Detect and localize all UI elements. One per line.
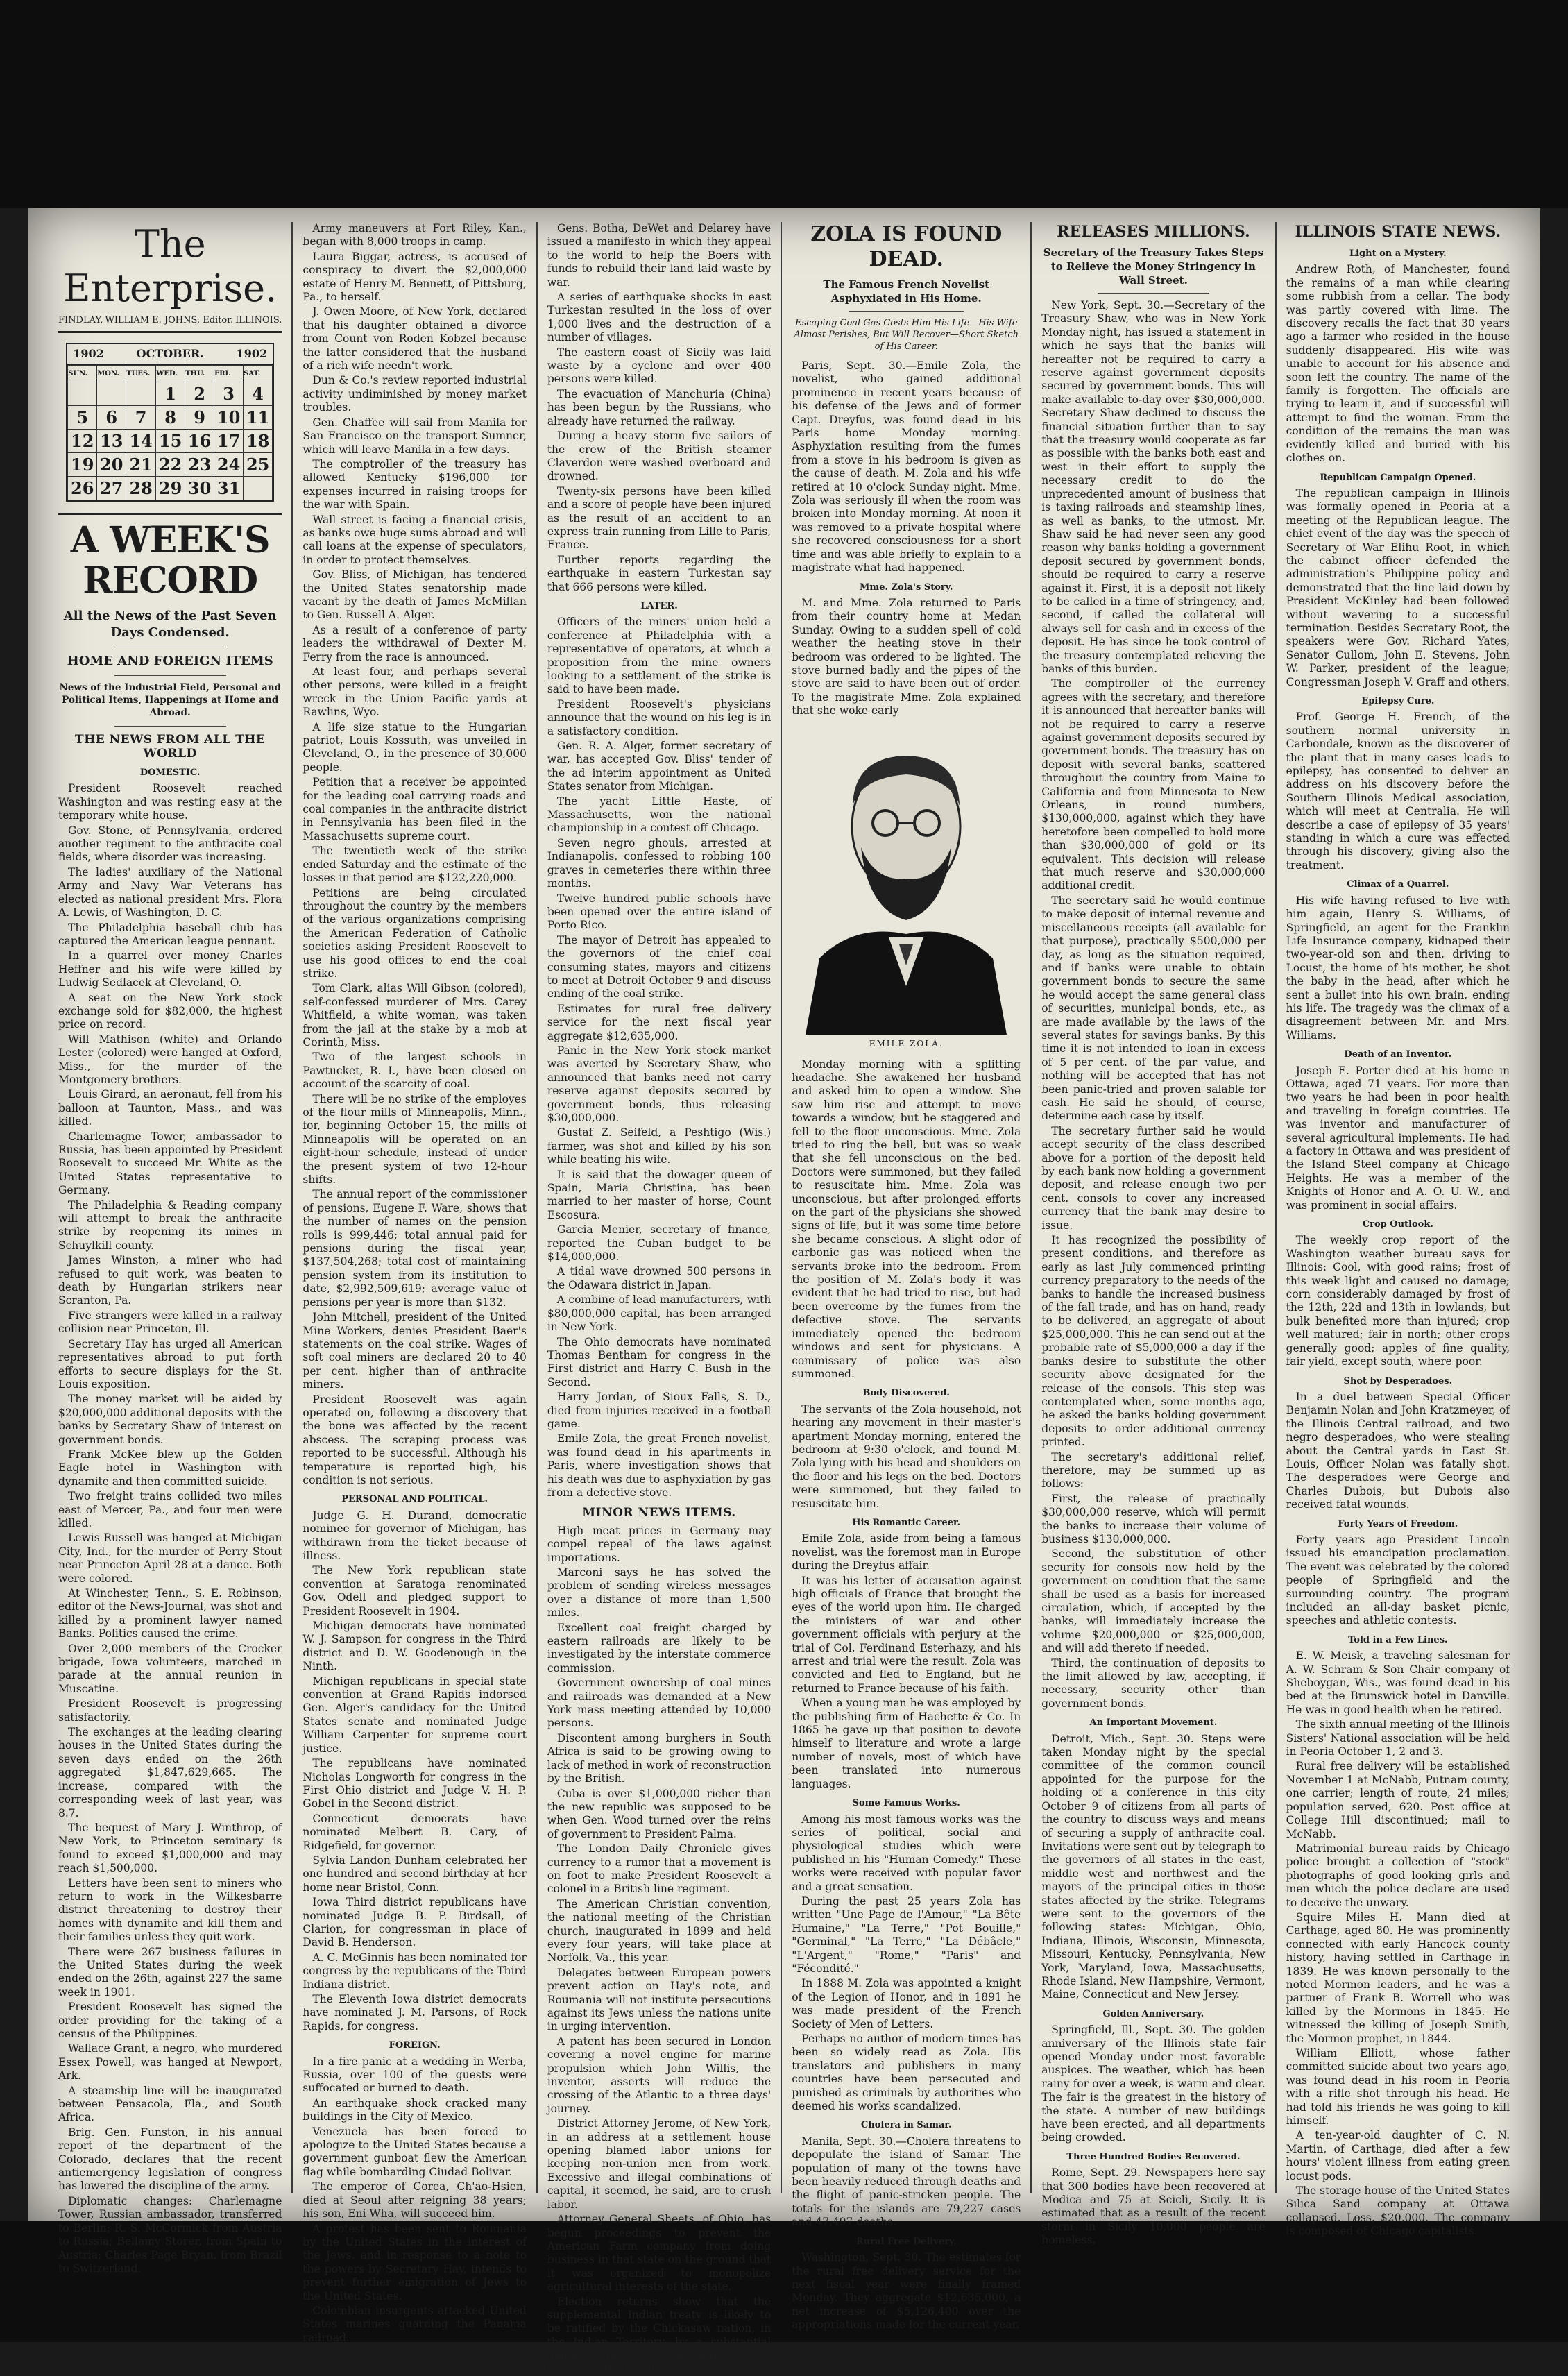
news-paragraph: Election returns show that the supplemental Indian treaty is likely to be ratified by the Chickasaw nation, in the Indian Territory, by a substantial majority. The purpose of the treaty is to terminate the tribal government. [547, 2295, 772, 2375]
news-paragraph: Marconi says he has solved the problem of sending wireless messages over a distance of more than 1,500 miles. [547, 1566, 772, 1620]
calendar-date: 10 [214, 406, 244, 430]
col3-articles-minor [547, 1525, 771, 2376]
calendar-date: 28 [126, 477, 156, 500]
news-paragraph: Attorney General Sheets, of Ohio, has begun proceedings to prevent the American Farm company from doing business in that state on the ground that it was organized to monopolize agricultural interests of the state. [547, 2213, 772, 2293]
news-paragraph: High meat prices in Germany may compel repeal of the laws against importations. [547, 1524, 772, 1564]
column-3 [538, 222, 782, 2375]
col3-head-minor: MINOR NEWS ITEMS. [582, 1506, 736, 1520]
news-paragraph: President Roosevelt is progressing satisfactorily. [58, 1697, 282, 1724]
zola-portrait-engraving [792, 736, 1021, 1035]
news-paragraph: Emile Zola, aside from being a famous novelist, was the foremost man in Europe during the Dreyfus affair. [792, 1532, 1021, 1572]
calendar-date: 16 [185, 430, 214, 453]
news-paragraph: Colombian insurgents attacked United States marines guarding the Panama railroad. [302, 2304, 527, 2344]
calendar-week [68, 430, 273, 453]
news-paragraph: In 1888 M. Zola was appointed a knight of the Legion of Honor, and in 1891 he was made president of the French Society of Men of Letters. [792, 1977, 1021, 2030]
news-paragraph: The ladies' auxiliary of the National Army and Navy War Veterans has elected as national president Mrs. Flora A. Lewis, of Washington, D. C. [58, 865, 282, 919]
news-paragraph: The storage house of the United States Silica Sand company at Ottawa collapsed. Loss, $20,000. The company is composed of Chicago capitalists. [1286, 2184, 1510, 2238]
news-paragraph: At Winchester, Tenn., S. E. Robinson, editor of the News-Journal, was shot and killed by a prominent lawyer named Banks. Politics caused the crime. [58, 1587, 282, 1640]
col2-articles-foreign [302, 2055, 526, 2345]
masthead-state: ILLINOIS. [235, 315, 282, 325]
calendar-month: OCTOBER. [136, 347, 204, 361]
col4-articles-works [792, 1813, 1021, 2114]
column-5 [1032, 222, 1276, 2247]
news-paragraph: An earthquake shock cracked many buildings in the City of Mexico. [302, 2096, 527, 2123]
news-paragraph: J. Owen Moore, of New York, declared that his daughter obtained a divorce from Count von Roden Kobzel because the latter considered that the husband of a rich wife needn't work. [302, 305, 527, 373]
calendar-day-name: THU. [185, 365, 214, 382]
col6-section-head: Death of an Inventor. [1344, 1049, 1452, 1060]
col4-articles-delivery [792, 2251, 1021, 2332]
news-paragraph: Wall street is facing a financial crisis, as banks owe huge sums abroad and will call loans at the expense of speculators, in order to protect themselves. [302, 513, 527, 566]
news-paragraph: In a quarrel over money Charles Heffner and his wife were killed by Ludwig Sedlacek at Cleveland, O. [58, 949, 282, 990]
calendar-date: 17 [214, 430, 244, 453]
col4-deck: The Famous French Novelist Asphyxiated in His Home. [823, 278, 989, 305]
news-paragraph: The emperor of Corea, Ch'ao-Hsien, died at Seoul after reigning 38 years; his son, Eni Wha, will succeed him. [302, 2180, 527, 2221]
news-paragraph: Venezuela has been forced to apologize to the United States because a government gunboat flew the American flag while bombarding Ciudad Bolivar. [302, 2125, 527, 2178]
news-paragraph: President Roosevelt was again operated on, following a discovery that the bone was affected by the recent abscess. The scraping process was reported to be successful. Although his temperature is reported high, his condition is not serious. [302, 1393, 527, 1486]
zola-portrait [792, 725, 1021, 1051]
portrait-caption: EMILE ZOLA. [869, 1039, 944, 1049]
news-paragraph: A patent has been secured in London covering a novel engine for marine propulsion which John Willis, the inventor, asserts will reduce the crossing of the Atlantic to a three days' journey. [547, 2035, 772, 2115]
news-paragraph: It was his letter of accusation against high officials of France that brought the eyes of the world upon him. He charged the ministers of war and other government officials with perjury at the trial of Col. Ferdinand Esterhazy, and his arrest and trial were the result. Zola was convicted and fled to England, but he returned to France because of his faith. [792, 1574, 1021, 1695]
col4-sub-story: Mme. Zola's Story. [860, 582, 953, 593]
divider [849, 311, 964, 312]
news-paragraph: Squire Miles H. Mann died at Carthage, aged 80. He was prominently connected with early Hancock county history, having settled in Carthage in 1839. He was known personally to the noted Mormon leaders, and he was a partner of Frank B. Worrell who was killed by the Mormons in 1845. He witnessed the killing of Joseph Smith, the Mormon prophet, in 1844. [1286, 1910, 1510, 2045]
news-paragraph: The Eleventh Iowa district democrats have nominated J. M. Parsons, of Rock Rapids, for congress. [302, 1993, 527, 2033]
news-paragraph: Brig. Gen. Funston, in his annual report of the department of the Colorado, declares that the recent antiemergency legislation of congress has lowered the discipline of the army. [58, 2125, 282, 2193]
news-paragraph: Connecticut democrats have nominated Melbert B. Cary, of Ridgefield, for governor. [302, 1812, 527, 1852]
calendar-day-name: SAT. [244, 365, 273, 382]
news-paragraph: The sixth annual meeting of the Illinois Sisters' National association will be held in Peoria October 1, 2 and 3. [1286, 1718, 1510, 1758]
news-paragraph: The Philadelphia baseball club has captured the American league pennant. [58, 921, 282, 947]
news-paragraph: Frank McKee blew up the Golden Eagle hotel in Washington with dynamite and then committed suicide. [58, 1448, 282, 1488]
news-paragraph: Five strangers were killed in a railway collision near Princeton, Ill. [58, 1309, 282, 1336]
col2-head-foreign: FOREIGN. [389, 2040, 441, 2051]
news-paragraph: The yacht Little Haste, of Massachusetts, won the national championship in a contest off Chicago. [547, 795, 772, 835]
news-paragraph: Secretary Hay has urged all American representatives abroad to put forth efforts to secure displays for the St. Louis exposition. [58, 1337, 282, 1391]
col4-articles [792, 359, 1021, 575]
news-paragraph: A seat on the New York stock exchange sold for $82,000, the highest price on record. [58, 991, 282, 1031]
calendar-day-names [68, 365, 273, 382]
news-paragraph: Detroit, Mich., Sept. 30. Steps were taken Monday night by the special committee of the common council appointed for the purpose for the holding of a conference in this city October 9 of citizens from all parts of the country to discuss ways and means of securing a supply of anthracite coal. Invitations were sent out by telegraph to the governors of all states in the east, middle west and northwest and the mayors of the principal cities in those states affected by the strike. Telegrams were sent to the governors of the following states: Michigan, Ohio, Indiana, Illinois, Wisconsin, Minnesota, Missouri, Kentucky, Pennsylvania, New York, Maryland, Iowa, Massachusetts, Rhode Island, New Hampshire, Vermont, Maine, Connecticut and New Jersey. [1041, 1732, 1266, 2001]
col5-sub-anniversary: Golden Anniversary. [1102, 2008, 1204, 2019]
news-paragraph: A tidal wave drowned 500 persons in the Odawara district in Japan. [547, 1265, 772, 1291]
calendar-day-name: SUN. [68, 365, 97, 382]
news-paragraph: Two freight trains collided two miles east of Mercer, Pa., and four men were killed. [58, 1490, 282, 1529]
news-paragraph: New York, Sept. 30.—Secretary of the Treasury Shaw, who was in New York Monday night, has issued a statement in which he says that the banks will hereafter not be required to carry a reserve against government deposits secured by government bonds. This will make available to-day over $30,000,000. Secretary Shaw declined to discuss the financial situation further than to say that the treasury would cooperate as far as possible with the banks both east and west in their effort to supply the necessary credit to do the unprecedented amount of business that is taxing railroads and steamship lines, as well as banks, to the utmost. Mr. Shaw said he had never seen any good reason why banks holding a government deposit secured by government bonds, should be required to carry a reserve against it. First, it is a deposit not likely to be called in a time of stringency, and, second, if called the collateral will always sell for cash and in excess of the deposit. He has since he took control of the treasury contemplated relieving the banks of this burden. [1041, 299, 1266, 675]
news-paragraph: The money market will be aided by $20,000,000 additional deposits with the banks by Secretary Shaw of interest on government bonds. [58, 1393, 282, 1446]
news-paragraph: John Mitchell, president of the United Mine Workers, denies President Baer's statements on the coal strike. Wages of soft coal miners are declared 20 to 40 per cent. higher than of anthracite miners. [302, 1311, 527, 1391]
news-paragraph: A steamship line will be inaugurated between Pensacola, Fla., and South Africa. [58, 2084, 282, 2124]
news-paragraph: A ten-year-old daughter of C. N. Martin, of Carthage, died after a few hours' violent illness from eating green locust pods. [1286, 2129, 1510, 2182]
news-paragraph: Louis Girard, an aeronaut, fell from his balloon at Taunton, Mass., and was killed. [58, 1088, 282, 1128]
col3-head-later: LATER. [640, 600, 678, 611]
calendar-date: 7 [126, 406, 156, 430]
col5-articles-anniversary [1041, 2023, 1265, 2145]
calendar-week [68, 406, 273, 430]
news-paragraph: District Attorney Jerome, of New York, in an address at a settlement house opening blamed labor unions for keeping non-union men from work. Excessive and illegal combinations of capital, it seemed, he said, are to crush labor. [547, 2117, 772, 2211]
news-paragraph: Gov. Bliss, of Michigan, has tendered the United States senatorship made vacant by the death of James McMillan to Gen. Russell A. Alger. [302, 568, 527, 622]
news-paragraph: Further reports regarding the earthquake in eastern Turkestan say that 666 persons were killed. [547, 553, 772, 593]
newspaper-page [28, 208, 1540, 2375]
masthead-title: The Enterprise. [63, 222, 278, 310]
news-paragraph: The eastern coast of Sicily was laid waste by a cyclone and over 400 persons were killed. [547, 346, 772, 386]
news-paragraph: Harry Jordan, of Sioux Falls, S. D., died from injuries received in a football game. [547, 1391, 772, 1430]
col6-section-head: Climax of a Quarrel. [1347, 879, 1449, 890]
news-paragraph: Cuba is over $1,000,000 richer than the new republic was supposed to be when Gen. Wood turned over the reins of government to President Palma. [547, 1787, 772, 1840]
calendar-date: 15 [156, 430, 185, 453]
column-1 [49, 222, 293, 2275]
calendar-week [68, 453, 273, 477]
col6-title: ILLINOIS STATE NEWS. [1295, 223, 1501, 241]
calendar-date: 19 [68, 453, 97, 477]
col6-section-head: Crop Outlook. [1362, 1219, 1433, 1230]
news-paragraph: The comptroller of the currency agrees with the secretary, and therefore it is announced that hereafter banks will not be required to carry a reserve against government deposits secured by government bonds. The treasury has on deposit with several banks, scattered throughout the country from Maine to California and from Minnesota to New Orleans, in round numbers, $130,000,000, against which they have heretofore been compelled to hold more than $30,000,000 of gold or its equivalent. This decision will release that much reserve and $30,000,000 additional credit. [1041, 677, 1266, 892]
news-paragraph: A protest has been sent to Roumania by the United States in the interest of the Jews, and in response to a note to the powers by Secretary Hay, intends to prevent further emigration of Jews to the United States. [302, 2222, 527, 2302]
col4-articles-career [792, 1532, 1021, 1791]
news-paragraph: President Roosevelt has signed the order providing for the taking of a census of the Philippines. [58, 2001, 282, 2040]
news-paragraph: There were 267 business failures in the United States during the week ended on the 26th, against 227 the same week in 1901. [58, 1945, 282, 1999]
news-paragraph: A combine of lead manufacturers, with $80,000,000 capital, has been arranged in New York. [547, 1293, 772, 1334]
news-paragraph: The evacuation of Manchuria (China) has been begun by the Russians, who already have returned the railway. [547, 387, 772, 427]
news-paragraph: Judge G. H. Durand, democratic nominee for governor of Michigan, has withdrawn from the ticket because of illness. [302, 1509, 527, 1562]
col1-deck3: News of the Industrial Field, Personal and Political Items, Happenings at Home and Abroad. [59, 682, 281, 719]
news-paragraph: Dun & Co.'s review reported industrial activity undiminished by money market troubles. [302, 374, 527, 414]
news-paragraph: Third, the continuation of deposits to the limit allowed by law, accepting, if necessary, security other than government bonds. [1041, 1656, 1266, 1710]
news-paragraph: Gen. R. A. Alger, former secretary of war, has accepted Gov. Bliss' tender of the ad interim appointment as United States senator from Michigan. [547, 740, 772, 793]
news-paragraph: Gens. Botha, DeWet and Delarey have issued a manifesto in which they appeal to the world to help the Boers with funds to rebuild their land laid waste by war. [547, 222, 772, 289]
news-paragraph: Twenty-six persons have been killed and a score of people have been injured as the result of an accident to an express train running from Lille to Paris, France. [547, 484, 772, 552]
news-paragraph: Delegates between European powers prevent action on Hay's note, and Roumania will not institute persecutions against its Jews unless the nations unite in urging intervention. [547, 1966, 772, 2033]
news-paragraph: Garcia Menier, secretary of finance, reported the Cuban budget to be $14,000,000. [547, 1223, 772, 1264]
calendar-year-left: 1902 [73, 347, 104, 361]
divider [114, 726, 226, 727]
news-paragraph: Army maneuvers at Fort Riley, Kan., began with 8,000 troops in camp. [302, 222, 527, 248]
col6-sections [1286, 247, 1510, 2239]
news-paragraph: Charlemagne Tower, ambassador to Russia, has been appointed by President Roosevelt to succeed Mr. White as the United States representative to Germany. [58, 1130, 282, 1197]
news-paragraph: A life size statue to the Hungarian patriot, Louis Kossuth, was unveiled in Cleveland, O., in the presence of 30,000 people. [302, 720, 527, 774]
news-paragraph: The republicans have nominated Nicholas Longworth for congress in the First Ohio district and Judge V. H. P. Gobel in the Second district. [302, 1757, 527, 1810]
news-paragraph: Letters have been sent to miners who return to work in the Wilkesbarre district threatening to destroy their homes with dynamite and kill them and their families unless they quit work. [58, 1876, 282, 1944]
news-paragraph: His wife having refused to live with him again, Henry S. Williams, of Springfield, an agent for the Franklin Life Insurance company, kidnaped their two-year-old son and then, driving to Locust, the home of his mother, he shot the baby in the head, after which he sent a bullet into his own brain, ending his life. The tragedy was the climax of a disagreement between Mr. and Mrs. Williams. [1286, 894, 1510, 1042]
col3-articles [547, 222, 771, 594]
col6-section-head: Light on a Mystery. [1349, 248, 1447, 259]
news-paragraph: Laura Biggar, actress, is accused of conspiracy to divert the $2,000,000 estate of Henry M. Bennett, of Pittsburg, Pa., to herself. [302, 250, 527, 304]
news-paragraph: The secretary's additional relief, therefore, may be summed up as follows: [1041, 1450, 1266, 1491]
news-paragraph: Among his most famous works was the series of political, social and physiological studies which were published in his "Human Comedy." These works were received with popular favor and a great sensation. [792, 1813, 1021, 1893]
col2-head-personal: PERSONAL AND POLITICAL. [341, 1494, 488, 1505]
news-paragraph: Gov. Stone, of Pennsylvania, ordered another regiment to the anthracite coal fields, where disorder was increasing. [58, 824, 282, 864]
calendar-date: 20 [97, 453, 126, 477]
news-paragraph: Petitions are being circulated throughout the country by the members of the various organizations comprising the American Federation of Catholic societies asking President Roosevelt to use his good offices to end the coal strike. [302, 886, 527, 980]
news-paragraph: Second, the substitution of other security for consols now held by the government on condition that the same shall be used as a basis for increased circulation, which, if accepted by the banks, will immediately increase the volume $20,000,000 or $25,000,000, and will add thereto if needed. [1041, 1547, 1266, 1655]
column-6 [1277, 222, 1519, 2238]
col4-articles-cholera [792, 2135, 1021, 2230]
col4-sub-career: His Romantic Career. [852, 1517, 961, 1528]
news-paragraph: The London Daily Chronicle gives currency to a rumor that a movement is on foot to make President Roosevelt a colonel in a British line regiment. [547, 1842, 772, 1896]
calendar-date: 3 [214, 382, 244, 406]
calendar-week [68, 382, 273, 406]
news-paragraph: The secretary said he would continue to make deposit of internal revenue and miscellaneous receipts (all available for that purpose), practically $500,000 per day, as long as the situation required, and if banks were unable to obtain government bonds to secure the same he would accept the same general class of securities, municipal bonds, etc., as are made available by the laws of the several states for savings banks. By this time it is not intended to loan in excess of 5 per cent. of the par value, and nothing will be accepted that has not been panic-tried and proven salable for cash. He said he should, of course, determine each case by itself. [1041, 894, 1266, 1123]
news-paragraph: The New York republican state convention at Saratoga renominated Gov. Odell and pledged support to President Roosevelt in 1904. [302, 1564, 527, 1618]
news-paragraph: Over 2,000 members of the Crocker brigade, Iowa volunteers, marched in parade at the annual reunion in Muscatine. [58, 1642, 282, 1695]
news-paragraph: Gustaf Z. Seifeld, a Peshtigo (Wis.) farmer, was shot and killed by his son while beating his wife. [547, 1126, 772, 1166]
news-paragraph: The Ohio democrats have nominated Thomas Bentham for congress in the First district and Harry C. Bush in the Second. [547, 1335, 772, 1389]
news-paragraph: Seven negro ghouls, arrested at Indianapolis, confessed to robbing 100 graves in cemeteries there within three months. [547, 836, 772, 890]
calendar-date: 13 [97, 430, 126, 453]
news-paragraph: A series of earthquake shocks in east Turkestan resulted in the loss of over 1,000 lives and the destruction of a number of villages. [547, 291, 772, 344]
news-paragraph: Michigan democrats have nominated W. J. Sampson for congress in the Third district and D. W. Goodenough in the Ninth. [302, 1620, 527, 1673]
news-paragraph: Monday morning with a splitting headache. She awakened her husband and asked him to open a window. She saw him rise and attempt to move towards a window, but he staggered and fell to the floor unconscious. Mme. Zola tried to ring the bell, but was so weak that she fell unconscious on the bed. Doctors were summoned, but they failed to resuscitate him. Mme. Zola was unconscious, but after prolonged efforts on the part of the physicians she showed signs of life, but it was some time before she became conscious. A slight odor of carbonic gas was noticed when the servants broke into the bedroom. From the position of M. Zola's body it was evident that he had tried to rise, but had been overcome by the fumes from the defective stove. The servants immediately opened the bedroom windows and sent for physicians. A commissary of police was also summoned. [792, 1058, 1021, 1380]
col2-articles-personal [302, 1509, 526, 2033]
col6-section-head: Epilepsy Cure. [1361, 696, 1435, 706]
calendar-weeks [68, 382, 273, 500]
news-paragraph: Iowa Third district republicans have nominated Judge B. P. Birdsall, of Clarion, for congressman in place of David B. Henderson. [302, 1896, 527, 1949]
calendar-date: 31 [214, 477, 244, 500]
news-paragraph: A. C. McGinnis has been nominated for congress by the republicans of the Third Indiana district. [302, 1951, 527, 1991]
calendar-date: 4 [244, 382, 273, 406]
calendar-date: 21 [126, 453, 156, 477]
col5-sub-movement: An Important Movement. [1089, 1717, 1218, 1729]
col4-sub-delivery: Rural Free Delivery. [855, 2236, 957, 2247]
col4-sub-works: Some Famous Works. [852, 1798, 960, 1809]
calendar-date: 8 [156, 406, 185, 430]
news-paragraph: Rome, Sept. 29. Newspapers here say that 300 bodies have been recovered at Modica and 75 at Scicli, Sicily. It is estimated that as a result of the recent storm in Sicily 10,000 people are homeless. [1041, 2166, 1266, 2247]
news-paragraph: In a fire panic at a wedding in Werba, Russia, over 100 of the guests were suffocated or burned to death. [302, 2055, 527, 2095]
news-paragraph: As a result of a conference of party leaders the withdrawal of Dexter M. Ferry from the race is announced. [302, 623, 527, 663]
news-paragraph: Gen. Chaffee will sail from Manila for San Francisco on the transport Sumner, which will leave Manila in a few days. [302, 416, 527, 456]
calendar-date [68, 382, 97, 406]
column-layout [49, 222, 1519, 2375]
news-paragraph: Manila, Sept. 30.—Cholera threatens to depopulate the island of Samar. The population of many of the towns have been heavily reduced through deaths and the flight of panic-stricken people. The totals for the islands are 79,227 cases and 47,497 deaths. [792, 2135, 1021, 2229]
col3-articles-later [547, 616, 771, 1500]
calendar-day-name: MON. [97, 365, 126, 382]
calendar-date: 9 [185, 406, 214, 430]
col4-articles-body [792, 1403, 1021, 1511]
calendar-week [68, 477, 273, 500]
column-4 [782, 222, 1032, 2332]
masthead-city: FINDLAY, [58, 315, 103, 325]
calendar-date: 22 [156, 453, 185, 477]
col5-articles [1041, 299, 1265, 1711]
calendar-date [97, 382, 126, 406]
calendar [66, 343, 274, 502]
news-paragraph: Matrimonial bureau raids by Chicago police brought a collection of "stock" photographs of good looking girls and men which the police declare are used to deceive the unwary. [1286, 1842, 1510, 1909]
col1-deck1: All the News of the Past Seven Days Condensed. [63, 609, 277, 640]
calendar-date [126, 382, 156, 406]
news-paragraph: Panic in the New York stock market was averted by Secretary Shaw, who announced that banks need not carry reserve against deposits secured by government bonds, thus releasing $30,000,000. [547, 1044, 772, 1124]
news-paragraph: There will be no strike of the employes of the flour mills of Minneapolis, Minn., for, beginning October 15, the mills of Minneapolis will be operated on an eight-hour schedule, instead of under the present system of two 12-hour shifts. [302, 1092, 527, 1187]
news-paragraph: Perhaps no author of modern times has been so widely read as Zola. His translators and publishers in many countries have been persecuted and punished as criminals by authorities who deemed his works scandalized. [792, 2033, 1021, 2113]
calendar-date: 24 [214, 453, 244, 477]
calendar-date: 30 [185, 477, 214, 500]
col4-sub-cholera: Cholera in Samar. [860, 2120, 952, 2131]
col1-section-head: THE NEWS FROM ALL THE WORLD [75, 733, 266, 761]
calendar-date: 11 [244, 406, 273, 430]
news-paragraph: President Roosevelt reached Washington and was resting easy at the temporary white house. [58, 782, 282, 822]
calendar-date: 27 [97, 477, 126, 500]
calendar-date: 2 [185, 382, 214, 406]
calendar-date: 26 [68, 477, 97, 500]
news-paragraph: When a young man he was employed by the publishing firm of Hachette & Co. In 1865 he gave up that position to devote himself to literature and wrote a large number of novels, most of which have been translated into numerous languages. [792, 1697, 1021, 1790]
news-paragraph: The American Christian convention, the national meeting of the Christian church, inaugurated in 1899 and held every four years, will take place at Norfolk, Va., this year. [547, 1897, 772, 1965]
calendar-day-name: FRI. [214, 365, 244, 382]
divider [1098, 293, 1209, 294]
news-paragraph: Prof. George H. French, of the southern normal university in Carbondale, known as the discoverer of the plant that in many cases leads to epilepsy, has consented to deliver an address on his discovery before the Southern Illinois Medical association, which will meet at Centralia. He will describe a case of epilepsy of 35 years' standing in which a cure was effected through his discovery, giving also the treatment. [1286, 711, 1510, 872]
news-paragraph: Estimates for rural free delivery service for the next fiscal year aggregate $12,635,000. [547, 1002, 772, 1042]
news-paragraph: The Philadelphia & Reading company will attempt to break the anthracite strike by reopening its mines in Schuylkill county. [58, 1198, 282, 1252]
calendar-day-name: WED. [156, 365, 185, 382]
news-paragraph: The comptroller of the treasury has allowed Kentucky $196,000 for expenses incurred in raising troops for the war with Spain. [302, 457, 527, 511]
calendar-year-right: 1902 [236, 347, 268, 361]
calendar-date: 1 [156, 382, 185, 406]
news-paragraph: The servants of the Zola household, not hearing any movement in their master's apartment Monday morning, entered the bedroom at 9:30 o'clock, and found M. Zola lying with his head and shoulders on the floor and his legs on the bed. Doctors were summoned, but they failed to resuscitate him. [792, 1402, 1021, 1510]
news-paragraph: During a heavy storm five sailors of the crew of the British steamer Claverdon were washed overboard and drowned. [547, 430, 772, 483]
news-paragraph: Excellent coal freight charged by eastern railroads are likely to be investigated by the interstate commerce commission. [547, 1621, 772, 1674]
calendar-date: 25 [244, 453, 273, 477]
calendar-grid [67, 365, 273, 500]
news-paragraph: At least four, and perhaps several other persons, were killed in a freight wreck in the Union Pacific yards at Rawlins, Wyo. [302, 665, 527, 719]
calendar-day-name: TUES. [126, 365, 156, 382]
news-paragraph: First, the release of practically $30,000,000 reserve, which will permit the banks to increase their volume of business $130,000,000. [1041, 1492, 1266, 1545]
masthead-info [58, 314, 282, 327]
news-paragraph: During the past 25 years Zola has written "Une Page de l'Amour," "La Bête Humaine," "La Terre," "Pot Bouille," "Germinal," "La Terre," "La Débâcle," "L'Argent," "Rome," "Paris" and "Fécondité." [792, 1894, 1021, 1975]
calendar-date: 12 [68, 430, 97, 453]
news-paragraph: James Winston, a miner who had refused to quit work, was beaten to death by Hungarian strikers near Scranton, Pa. [58, 1254, 282, 1307]
news-paragraph: The republican campaign in Illinois was formally opened in Peoria at a meeting of the Republican league. The chief event of the day was the speech of Secretary of War Elihu Root, in which the cabinet officer defended the administration's Philippine policy and demonstrated that the line laid down by President McKinley had been followed without wavering to a successful termination. Besides Secretary Root, the speakers were Gov. Richard Yates, Senator Cullom, John E. Stevens, John W. Parker, president of the league; Congressman Joseph V. Graff and others. [1286, 486, 1510, 688]
news-paragraph: Forty years ago President Lincoln issued his emancipation proclamation. The event was celebrated by the colored people of Springfield and the surrounding country. The program included an all-day basket picnic, speeches and athletic contests. [1286, 1533, 1510, 1627]
calendar-date: 5 [68, 406, 97, 430]
scan-border-top [0, 0, 1568, 208]
news-paragraph: Lewis Russell was hanged at Michigan City, Ind., for the murder of Perry Stout near Princeton April 28 at a dance. Both were colored. [58, 1531, 282, 1585]
col4-articles-story [792, 597, 1021, 718]
col5-articles-bodies [1041, 2166, 1265, 2247]
news-paragraph: Sylvia Landon Dunham celebrated her one hundred and second birthday at her home near Bristol, Conn. [302, 1853, 527, 1894]
news-paragraph: William Elliott, whose father committed suicide about two years ago, was found dead in his room in Peoria with a rifle shot through his head. He had told his friends he was going to kill himself. [1286, 2047, 1510, 2128]
news-paragraph: Springfield, Ill., Sept. 30. The golden anniversary of the Illinois state fair opened Monday under most favorable auspices. The weather, which has been rainy for over a week, is warm and clear. The fair is the greatest in the history of the state. A number of new buildings have been erected, and all departments being crowded. [1041, 2023, 1266, 2144]
news-paragraph: President Roosevelt's physicians announce that the wound on his leg is in a satisfactory condition. [547, 697, 772, 738]
news-paragraph: Two of the largest schools in Pawtucket, R. I., have been closed on account of the scarcity of coal. [302, 1051, 527, 1091]
col4-title: ZOLA IS FOUND DEAD. [810, 222, 1003, 271]
col5-title: RELEASES MILLIONS. [1057, 223, 1250, 241]
col5-articles-movement [1041, 1733, 1265, 2002]
calendar-date: 23 [185, 453, 214, 477]
news-paragraph: E. W. Meisk, a traveling salesman for A. W. Schram & Son Chair company of Sheboygan, Wis., was found dead in his bed at the Brunswick hotel in Danville. He was in good health when he retired. [1286, 1649, 1510, 1716]
news-paragraph: In a duel between Special Officer Benjamin Nolan and John Kratzmeyer, of the Illinois Central railroad, and two negro desperadoes, who were stealing about the Central yards in East St. Louis, Officer Nolan was fatally shot. The desperadoes were George and Charles Dubois, but Dubois also received fatal wounds. [1286, 1390, 1510, 1511]
calendar-header [67, 344, 273, 364]
news-paragraph: Officers of the miners' union held a conference at Philadelphia with a representative of operators, at which a proposition from the mine owners looking to a settlement of the strike is said to have been made. [547, 616, 772, 696]
news-paragraph: The annual report of the commissioner of pensions, Eugene F. Ware, shows that the number of names on the pension rolls is 999,446; total annual paid for pensions during the fiscal year, $137,504,268; total cost of maintaining pension system from its institution to date, $2,992,509,619; average value of pensions per year is more than $132. [302, 1188, 527, 1309]
calendar-date: 29 [156, 477, 185, 500]
masthead [58, 222, 282, 333]
news-paragraph: It has recognized the possibility of present conditions, and therefore as early as last July commenced printing currency preparatory to the needs of the banks to handle the increased business of the fall trade, and has on hand, ready to be delivered, an aggregate of about $25,000,000. This he can send out at the probable rate of $5,000,000 a day if the banks desire to substitute the other security above designated for the release of the consols. This step was contemplated when, some months ago, he asked the banks holding government deposits to order additional currency printed. [1041, 1234, 1266, 1449]
col1-deck2: HOME AND FOREIGN ITEMS [67, 654, 273, 669]
news-paragraph: The mayor of Detroit has appealed to the governors of the chief coal consuming states, mayors and citizens to meet at Detroit October 9 and discuss ending of the coal strike. [547, 933, 772, 1001]
col1-articles [58, 782, 282, 2275]
news-paragraph: Wallace Grant, a negro, who murdered Essex Powell, was hanged at Newport, Ark. [58, 2042, 282, 2082]
news-paragraph: The weekly crop report of the Washington weather bureau says for Illinois: Cool, with good rains; frost of this week light and caused no damage; corn considerably damaged by frost of the 12th, 22d and 13th in lowlands, but bulk benefited more than injured; crop well matured; fair in north; other crops generally good; apples of fine quality, fair yield, except south, where poor. [1286, 1234, 1510, 1368]
news-paragraph: Washington, Sept. 30. The estimates for the rural free delivery service for the next fiscal year were finally framed Monday. They aggregate $12,635,000, a net increase of $5,126,400 over the appropriations made for the current year. [792, 2251, 1021, 2332]
col4-articles-death [792, 1058, 1021, 1382]
calendar-date: 6 [97, 406, 126, 430]
col6-section-head: Shot by Desperadoes. [1343, 1375, 1453, 1386]
calendar-date: 18 [244, 430, 273, 453]
news-paragraph: Tom Clark, alias Will Gibson (colored), self-confessed murderer of Mrs. Carey Whitfield, a white woman, was taken from the jail at the stake by a mob at Corinth, Miss. [302, 982, 527, 1049]
news-paragraph: The bequest of Mary J. Winthrop, of New York, to Princeton seminary is found to exceed $1,000,000 and may reach $1,500,000. [58, 1821, 282, 1875]
col4-deck2: Escaping Coal Gas Costs Him His Life—His Wife Almost Perishes, But Will Recover—Short Sketch of His Career. [794, 318, 1019, 352]
calendar-date: 14 [126, 430, 156, 453]
col4-sub-body: Body Discovered. [862, 1388, 950, 1399]
col6-section-head: Forty Years of Freedom. [1338, 1518, 1458, 1529]
news-paragraph: Michigan republicans in special state convention at Grand Rapids indorsed Gen. Alger's candidacy for the United States senate and nominated Judge William Carpenter for supreme court justice. [302, 1674, 527, 1755]
col5-sub-bodies: Three Hundred Bodies Recovered. [1066, 2151, 1241, 2162]
news-paragraph: Andrew Roth, of Manchester, found the remains of a man while clearing some rubbish from a cellar. The body was partly covered with lime. The discovery recalls the fact that 30 years ago a farmer who resided in the house suddenly disappeared. His wife was unable to account for his absence and soon left the country. The name of the family is forgotten. The officials are trying to learn it, and if successful will attempt to find the woman. From the condition of the remains the man was evidently killed and buried with his clothes on. [1286, 263, 1510, 465]
col1-title: A WEEK'S RECORD [58, 513, 282, 601]
news-paragraph: Petition that a receiver be appointed for the leading coal carrying roads and coal companies in the anthracite district in Pennsylvania has been filed in the Massachusetts supreme court. [302, 776, 527, 842]
news-paragraph: Twelve hundred public schools have been opened over the entire island of Porto Rico. [547, 892, 772, 932]
col5-deck: Secretary of the Treasury Takes Steps to Relieve the Money Stringency in Wall Street. [1043, 246, 1264, 287]
col6-section-head: Republican Campaign Opened. [1320, 472, 1476, 483]
news-paragraph: Emile Zola, the great French novelist, was found dead in his apartments in Paris, where investigation shows that his death was due to asphyxiation by gas from a defective stove. [547, 1432, 772, 1499]
divider [114, 675, 226, 676]
news-paragraph: Rural free delivery will be established November 1 at McNabb, Putnam county, one carrier; length of route, 24 miles; population served, 620. Post office at College Hill discontinued; mail to McNabb. [1286, 1760, 1510, 1840]
news-paragraph: Government ownership of coal mines and railroads was demanded at a New York mass meeting attended by 10,000 persons. [547, 1677, 772, 1730]
col6-section-head: Told in a Few Lines. [1348, 1634, 1448, 1645]
masthead-editor: WILLIAM E. JOHNS, Editor. [105, 315, 234, 325]
news-paragraph: The secretary further said he would accept security of the class described above for a portion of the deposit held by each bank now holding a government deposit, and release enough two per cent. consols to cover any increased currency that the bank may desire to issue. [1041, 1124, 1266, 1232]
col2-articles [302, 222, 526, 1487]
news-paragraph: It is said that the dowager queen of Spain, Maria Christina, has been married to her master of horse, Count Escosura. [547, 1168, 772, 1221]
news-paragraph: The exchanges at the leading clearing houses in the United States during the seven days ended on the 26th aggregated $1,847,629,665. The increase, compared with the corresponding week of last year, was 8.7. [58, 1726, 282, 1819]
col1-subhead-domestic: DOMESTIC. [139, 767, 201, 779]
news-paragraph: Discontent among burghers in South Africa is said to be growing owing to lack of method in work of reconstruction by the British. [547, 1731, 772, 1785]
news-paragraph: Will Mathison (white) and Orlando Lester (colored) were hanged at Oxford, Miss., for the murder of the Montgomery brothers. [58, 1033, 282, 1086]
news-paragraph: Joseph E. Porter died at his home in Ottawa, aged 71 years. For more than two years he had been in poor health and traveling in foreign countries. He was inventor and manufacturer of several agricultural implements. He had a factory in Ottawa and was president of the Island Steel company at Chicago Heights. He was a member of the Knights of Honor and A. O. U. W., and was prominent in social affairs. [1286, 1064, 1510, 1212]
calendar-date [244, 477, 273, 500]
news-paragraph: M. and Mme. Zola returned to Paris from their country home at Medan Sunday. Owing to a sudden spell of cold weather the heating stove in their bedroom was ordered to be lighted. The stove burned badly and the pipes of the stove are said to have been out of order. To the magistrate Mme. Zola explained that she woke early [792, 596, 1021, 718]
news-paragraph: The twentieth week of the strike ended Saturday and the estimate of the losses in that period are $122,220,000. [302, 845, 527, 885]
column-2 [293, 222, 537, 2344]
news-paragraph: Paris, Sept. 30.—Emile Zola, the novelist, who gained additional prominence in recent years because of his defense of the Jews and of former Capt. Dreyfus, was found dead in his Paris home Monday morning. Asphyxiation resulting from the fumes from a stove in his bedroom is given as the cause of death. M. Zola and his wife retired at 10 o'clock Sunday night. Mme. Zola was seriously ill when the room was broken into Monday morning. At noon it was removed to a private hospital where she recovered consciousness for a short time and was able briefly to explain to a magistrate what had happened. [792, 359, 1021, 575]
news-paragraph: Diplomatic changes: Charlemagne Tower, Russian ambassador, transferred to Berlin; R. S. McCormick from Austria to Russia; Bellamy Storer, from Spain to Austria; Charles Page Bryan, from Brazil to Switzerland. [58, 2194, 282, 2275]
